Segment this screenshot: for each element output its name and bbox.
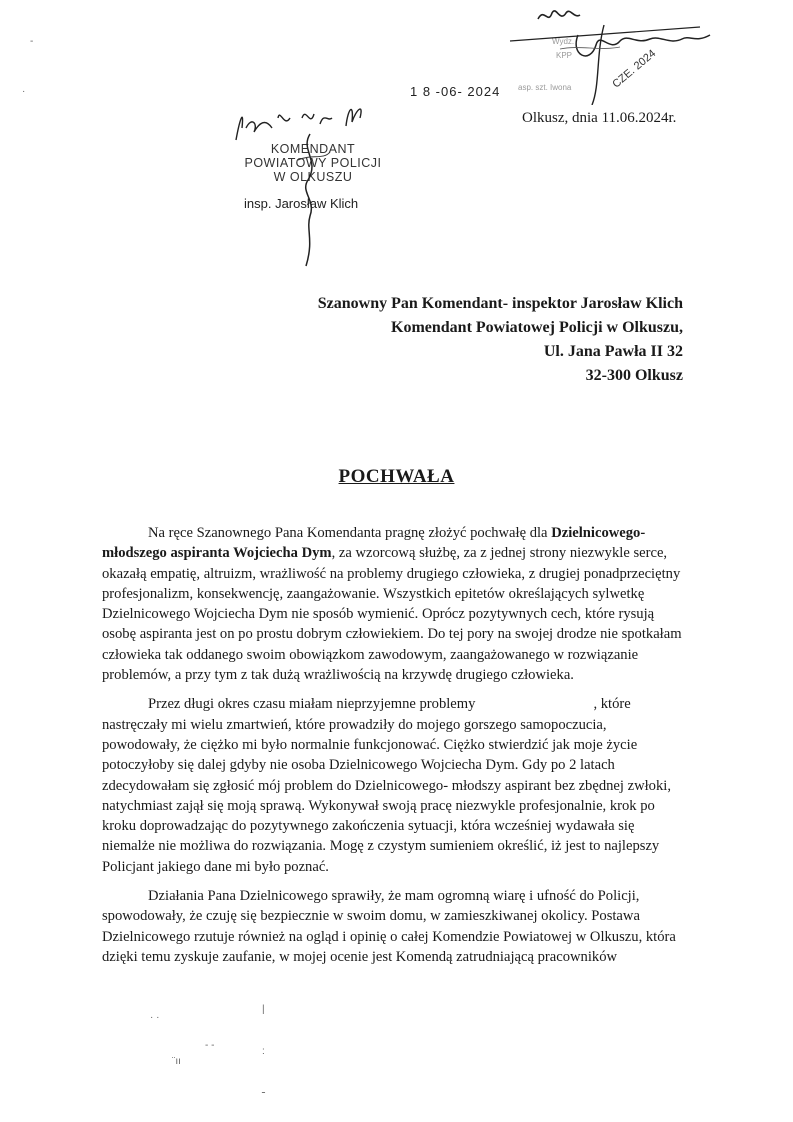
scan-mark: - xyxy=(30,36,34,47)
handwritten-signature-icon xyxy=(500,5,730,105)
received-date-stamp: 1 8 -06- 2024 xyxy=(410,84,501,99)
scan-mark: | xyxy=(262,1004,265,1015)
stamp-text: Wydz. xyxy=(552,37,575,46)
stamp-line: POWIATOWY POLICJI xyxy=(244,156,382,170)
addressee-block xyxy=(318,292,683,388)
letter-body xyxy=(102,523,684,976)
paragraph xyxy=(102,694,684,877)
stamp-line: KOMENDANT xyxy=(270,142,356,156)
text-run: Na ręce Szanownego Pana Komendanta pragnę złożyć pochwałę dla xyxy=(148,525,552,541)
stamp-date: CZE. 2024 xyxy=(610,47,659,91)
text-run: , za wzorcową służbę, za z jednej strony niezwykle serce, okazałą empatię, altruizm, wrażliwość na problemy drugiego człowieka, z drugiej ponadprzeciętny profesjonalizm, konsekwencję, zaangażowanie. Wszystkich epitetów określających sylwetkę Dzielnicowego Wojciecha Dym nie sposób wymienić. Oprócz pozytywnych cech, które rysują osobę aspiranta jest on po prostu dobrym człowiekiem. Do tej pory na swojej drodze nie spotkałam człowieka tak oddanego swoim obowiązkom zawodowym, zaangażowanego w rozwiązanie problemów, a przy tym z tak dużą wrażliwością na krzywdę drugiego człowieka. xyxy=(102,545,682,684)
text-run: Działania Pana Dzielnicowego sprawiły, że mam ogromną wiarę i ufność do Policji, spowodowały, że czuję się bezpiecznie w swoim domu, w zamieszkiwanej okolicy. Postawa Dzielnicowego rzutuje również na ogląd i opinię o całej Komendzie Powiatowej w Olkuszu, która dzięki temu zyskuje zaufanie, w mojej ocenie jest Komendą zatrudniającą pracowników xyxy=(102,888,676,965)
scan-mark: ¨ıı xyxy=(172,1056,181,1067)
addressee-line: Szanowny Pan Komendant- inspektor Jarosław Klich xyxy=(317,295,683,312)
stamp-text: asp. szt. Iwona xyxy=(518,83,572,92)
scan-mark: · xyxy=(22,86,26,97)
addressee-line: 32-300 Olkusz xyxy=(585,367,683,384)
scan-mark: : xyxy=(262,1046,265,1057)
paragraph xyxy=(102,886,684,967)
text-run: Przez długi okres czasu miałam nieprzyjemne problemy xyxy=(148,696,476,713)
stamp-text: KPP xyxy=(556,51,573,60)
scan-mark: - - xyxy=(205,1040,215,1051)
addressee-line: Ul. Jana Pawła II 32 xyxy=(543,343,683,360)
commander-name: insp. Jarosław Klich xyxy=(244,196,359,211)
addressee-line: Komendant Powiatowej Policji w Olkuszu, xyxy=(391,319,683,336)
paragraph xyxy=(102,523,684,685)
scan-mark: · · xyxy=(150,1012,160,1023)
commander-signature-icon xyxy=(270,130,350,270)
stamp-line: W OLKUSZU xyxy=(273,170,353,184)
registration-stamp xyxy=(500,5,730,105)
honoree-name: Dzielnicowego- młodszego aspiranta Wojciecha Dym xyxy=(102,525,646,562)
place-and-date: Olkusz, dnia 11.06.2024r. xyxy=(522,110,677,126)
document-title: POCHWAŁA xyxy=(338,466,455,487)
scan-mark: ـ xyxy=(262,1085,265,1096)
text-run: , które nastręczały mi wielu zmartwień, które prowadziły do mojego gorszego samopoczucia, powodowały, że ciężko mi było normalnie funkcjonować. Ciężko stwierdzić jak moje życie potoczyłoby się dalej gdyby nie osoba Dzielnicowego Wojciecha Dym. Gdy po 2 latach zdecydowałam się zgłosić mój problem do Dzielnicowego- młodszy aspirant bez zbędnej zwłoki, natychmiast zajął się moją sprawą. Wykonywał swoją pracę niezwykle profesjonalnie, krok po kroku doprowadzając do pozytywnego zakończenia sytuacji, która wcześniej wydawała się niemalże nie możliwa do rozwiązania. Mogę z czystym sumieniem określić, iż jest to najlepszy Policjant jakiego dane mi było poznać. xyxy=(102,696,671,875)
